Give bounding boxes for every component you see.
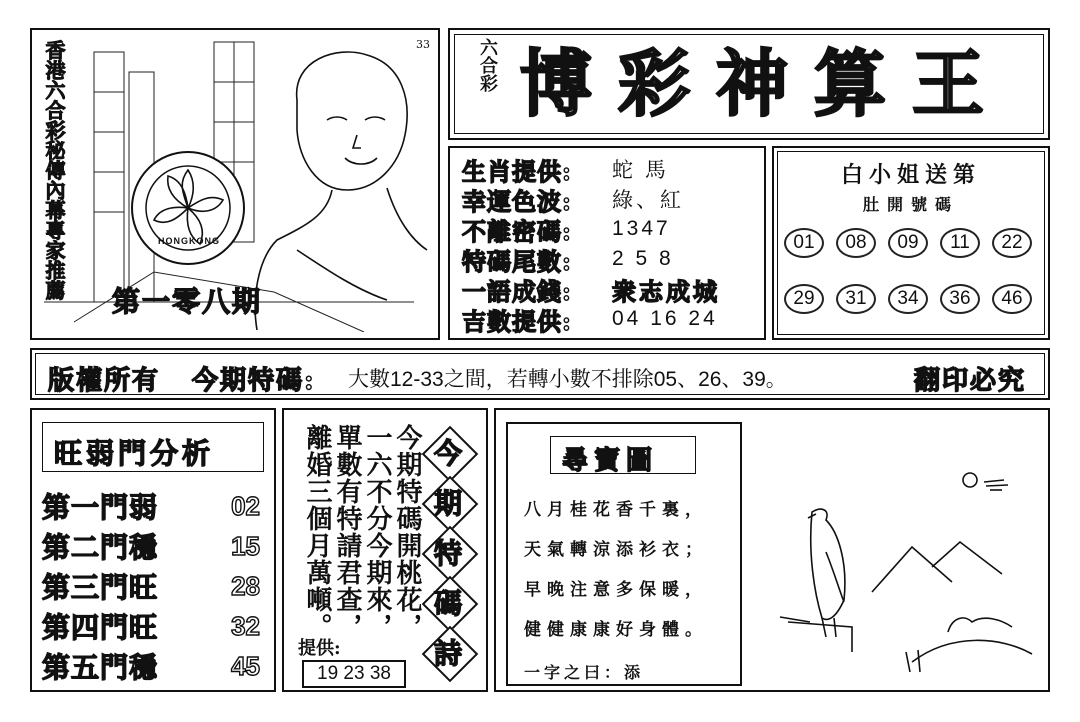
poem-side-chars xyxy=(422,430,482,680)
title-box xyxy=(448,28,1050,140)
gates-rows xyxy=(42,486,272,686)
gate-value: 45 xyxy=(231,650,260,681)
poem-side-char: 期 xyxy=(433,487,462,520)
poem-side-char: 特 xyxy=(433,537,462,570)
treasure-line: 健健康康好身體。 xyxy=(524,620,708,640)
gate-row xyxy=(42,606,272,646)
gate-value: 28 xyxy=(231,570,260,601)
gate-label: 第五門穩 xyxy=(42,651,159,684)
info-row xyxy=(462,214,762,244)
treasure-text-frame xyxy=(506,422,742,686)
miss-bai-subtitle: 肚開號碼 xyxy=(862,195,959,214)
publisher-small-label: 六合彩 xyxy=(477,38,498,92)
treasure-lines xyxy=(524,490,734,650)
gate-row xyxy=(42,646,272,686)
woman-portrait xyxy=(237,40,437,330)
treasure-line: 八月桂花香千裏， xyxy=(524,500,708,520)
info-row xyxy=(462,304,762,334)
info-row xyxy=(462,274,762,304)
number-ball: 01 xyxy=(784,228,824,258)
poem-column: 今期特碼開桃花， xyxy=(392,424,422,640)
info-row xyxy=(462,154,762,184)
miss-bai-title: 白小姐送第 xyxy=(840,162,981,188)
treasure-box xyxy=(494,408,1050,692)
info-row-label: 特碼尾數: xyxy=(462,246,572,276)
info-row-value: 1347 xyxy=(612,217,671,240)
info-box xyxy=(448,146,766,340)
gate-value: 02 xyxy=(231,490,260,521)
gate-row xyxy=(42,526,272,566)
miss-bai-numbers xyxy=(784,228,1044,314)
treasure-title: 尋寶圖 xyxy=(562,446,659,476)
gate-label: 第二門穩 xyxy=(42,531,159,564)
poem-side-char: 碼 xyxy=(433,587,462,620)
info-row-value: 2 5 8 xyxy=(612,247,674,270)
emblem-text: HONGKONG xyxy=(158,236,220,246)
number-ball: 31 xyxy=(836,284,876,314)
period-label: 第一零八期 xyxy=(112,285,263,318)
info-row-label: 一語成錢: xyxy=(462,276,572,306)
banner-text: 大數12-33之間，若轉小數不排除05、26、39。 xyxy=(348,368,787,391)
banner xyxy=(30,348,1050,400)
info-row xyxy=(462,184,762,214)
gate-label: 第一門弱 xyxy=(42,491,159,524)
number-ball: 11 xyxy=(940,228,980,258)
treasure-line: 早晚注意多保暖， xyxy=(524,580,708,600)
info-row-value: 蛇 馬 xyxy=(612,159,669,182)
gate-label: 第四門旺 xyxy=(42,611,159,644)
gate-row xyxy=(42,566,272,606)
info-rows xyxy=(462,154,762,334)
poem-column: 一六不分今期來， xyxy=(362,424,392,640)
photo-side-text: 香港六合彩秘傳內幕專家推薦 xyxy=(42,40,66,300)
miss-bai-box xyxy=(772,146,1050,340)
poem-column: 離婚三個月萬噸。 xyxy=(302,424,332,640)
number-ball: 36 xyxy=(940,284,980,314)
info-row-value: 綠、紅 xyxy=(612,189,684,212)
info-row-label: 幸運色波: xyxy=(462,186,572,216)
gate-value: 32 xyxy=(231,610,260,641)
gate-row xyxy=(42,486,272,526)
corner-mark: 33 xyxy=(416,38,430,51)
number-ball: 22 xyxy=(992,228,1032,258)
gates-title: 旺弱門分析 xyxy=(54,437,215,470)
info-row xyxy=(462,244,762,274)
banner-right: 翻印必究 xyxy=(913,366,1026,396)
info-row-label: 生肖提供: xyxy=(462,156,572,186)
gate-label: 第三門旺 xyxy=(42,571,159,604)
treasure-line: 天氣轉涼添衫衣； xyxy=(524,540,708,560)
poem-side-char: 今 xyxy=(433,437,462,470)
info-row-label: 吉數提供: xyxy=(462,306,572,336)
poem-provide-label: 提供: xyxy=(298,638,341,659)
banner-left: 版權所有 xyxy=(48,366,161,396)
hongkong-emblem-icon xyxy=(128,148,248,268)
number-ball: 09 xyxy=(888,228,928,258)
photo-panel xyxy=(30,28,440,340)
poem-provide-value: 19 23 38 xyxy=(317,663,391,684)
treasure-footer: 一字之曰：添 xyxy=(524,663,645,682)
eagle-landscape-drawing xyxy=(752,422,1042,686)
poem-provide-value-frame xyxy=(302,660,406,688)
banner-label: 今期特碼: xyxy=(192,366,316,396)
info-row-label: 不離密碼: xyxy=(462,216,572,246)
poem-side-char: 詩 xyxy=(433,637,462,670)
info-row-value: 04 16 24 xyxy=(612,307,718,330)
number-ball: 29 xyxy=(784,284,824,314)
info-row-value: 衆志成城 xyxy=(612,276,720,306)
page-title: 博彩神算王 xyxy=(520,41,1011,126)
number-ball: 34 xyxy=(888,284,928,314)
poem-box xyxy=(282,408,488,692)
gates-box xyxy=(30,408,276,692)
poem-column: 單數有特請君查， xyxy=(332,424,362,640)
number-ball: 08 xyxy=(836,228,876,258)
gate-value: 15 xyxy=(231,530,260,561)
number-ball: 46 xyxy=(992,284,1032,314)
